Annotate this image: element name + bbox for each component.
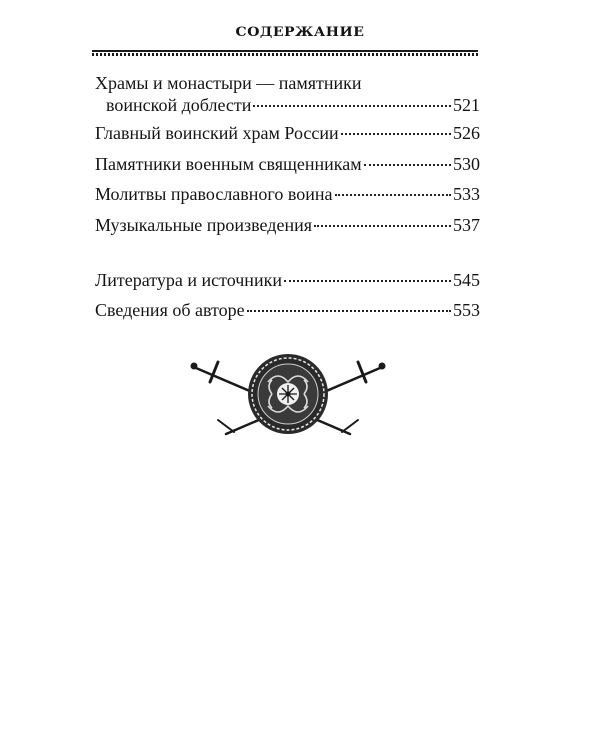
header-rule: [92, 50, 478, 57]
toc-entry-title: Главный воинский храм России: [95, 123, 339, 143]
toc-entry-title: Памятники военным священникам: [95, 154, 362, 174]
toc-entry-title: Молитвы православного воина: [95, 184, 333, 204]
toc-entry: [95, 183, 480, 205]
leader-dots: [335, 193, 452, 196]
toc-entry-title-continued: воинской доблести: [106, 95, 252, 115]
leader-dots: [284, 279, 451, 282]
leader-dots: [247, 309, 451, 312]
toc-entry-page: 533: [453, 184, 480, 204]
toc-entry: [95, 299, 480, 321]
toc-entry: [95, 269, 480, 291]
leader-dots: [253, 104, 451, 107]
toc-entry-title: Храмы и монастыри — памятники: [95, 73, 362, 93]
toc-entry-page: 521: [453, 95, 480, 115]
leader-dots: [341, 132, 451, 135]
toc-entry-title: Литература и источники: [95, 270, 282, 290]
leader-dots: [314, 224, 451, 227]
toc-entry-page: 526: [453, 123, 480, 143]
toc-entry: [95, 214, 480, 236]
shield-crossed-swords-icon: [190, 348, 386, 440]
toc-entry-page: 530: [453, 154, 480, 174]
toc-entry: [95, 122, 480, 144]
toc-entry-page: 537: [453, 215, 480, 235]
page-header: СОДЕРЖАНИЕ: [235, 24, 365, 40]
toc-entry-page: 553: [453, 300, 480, 320]
toc-entry: [95, 153, 480, 175]
toc-entry-page: 545: [453, 270, 480, 290]
toc-entry-title: Музыкальные произведения: [95, 215, 313, 235]
toc-entry-title: Сведения об авторе: [95, 300, 245, 320]
toc-entry: [95, 72, 480, 116]
leader-dots: [364, 163, 451, 166]
